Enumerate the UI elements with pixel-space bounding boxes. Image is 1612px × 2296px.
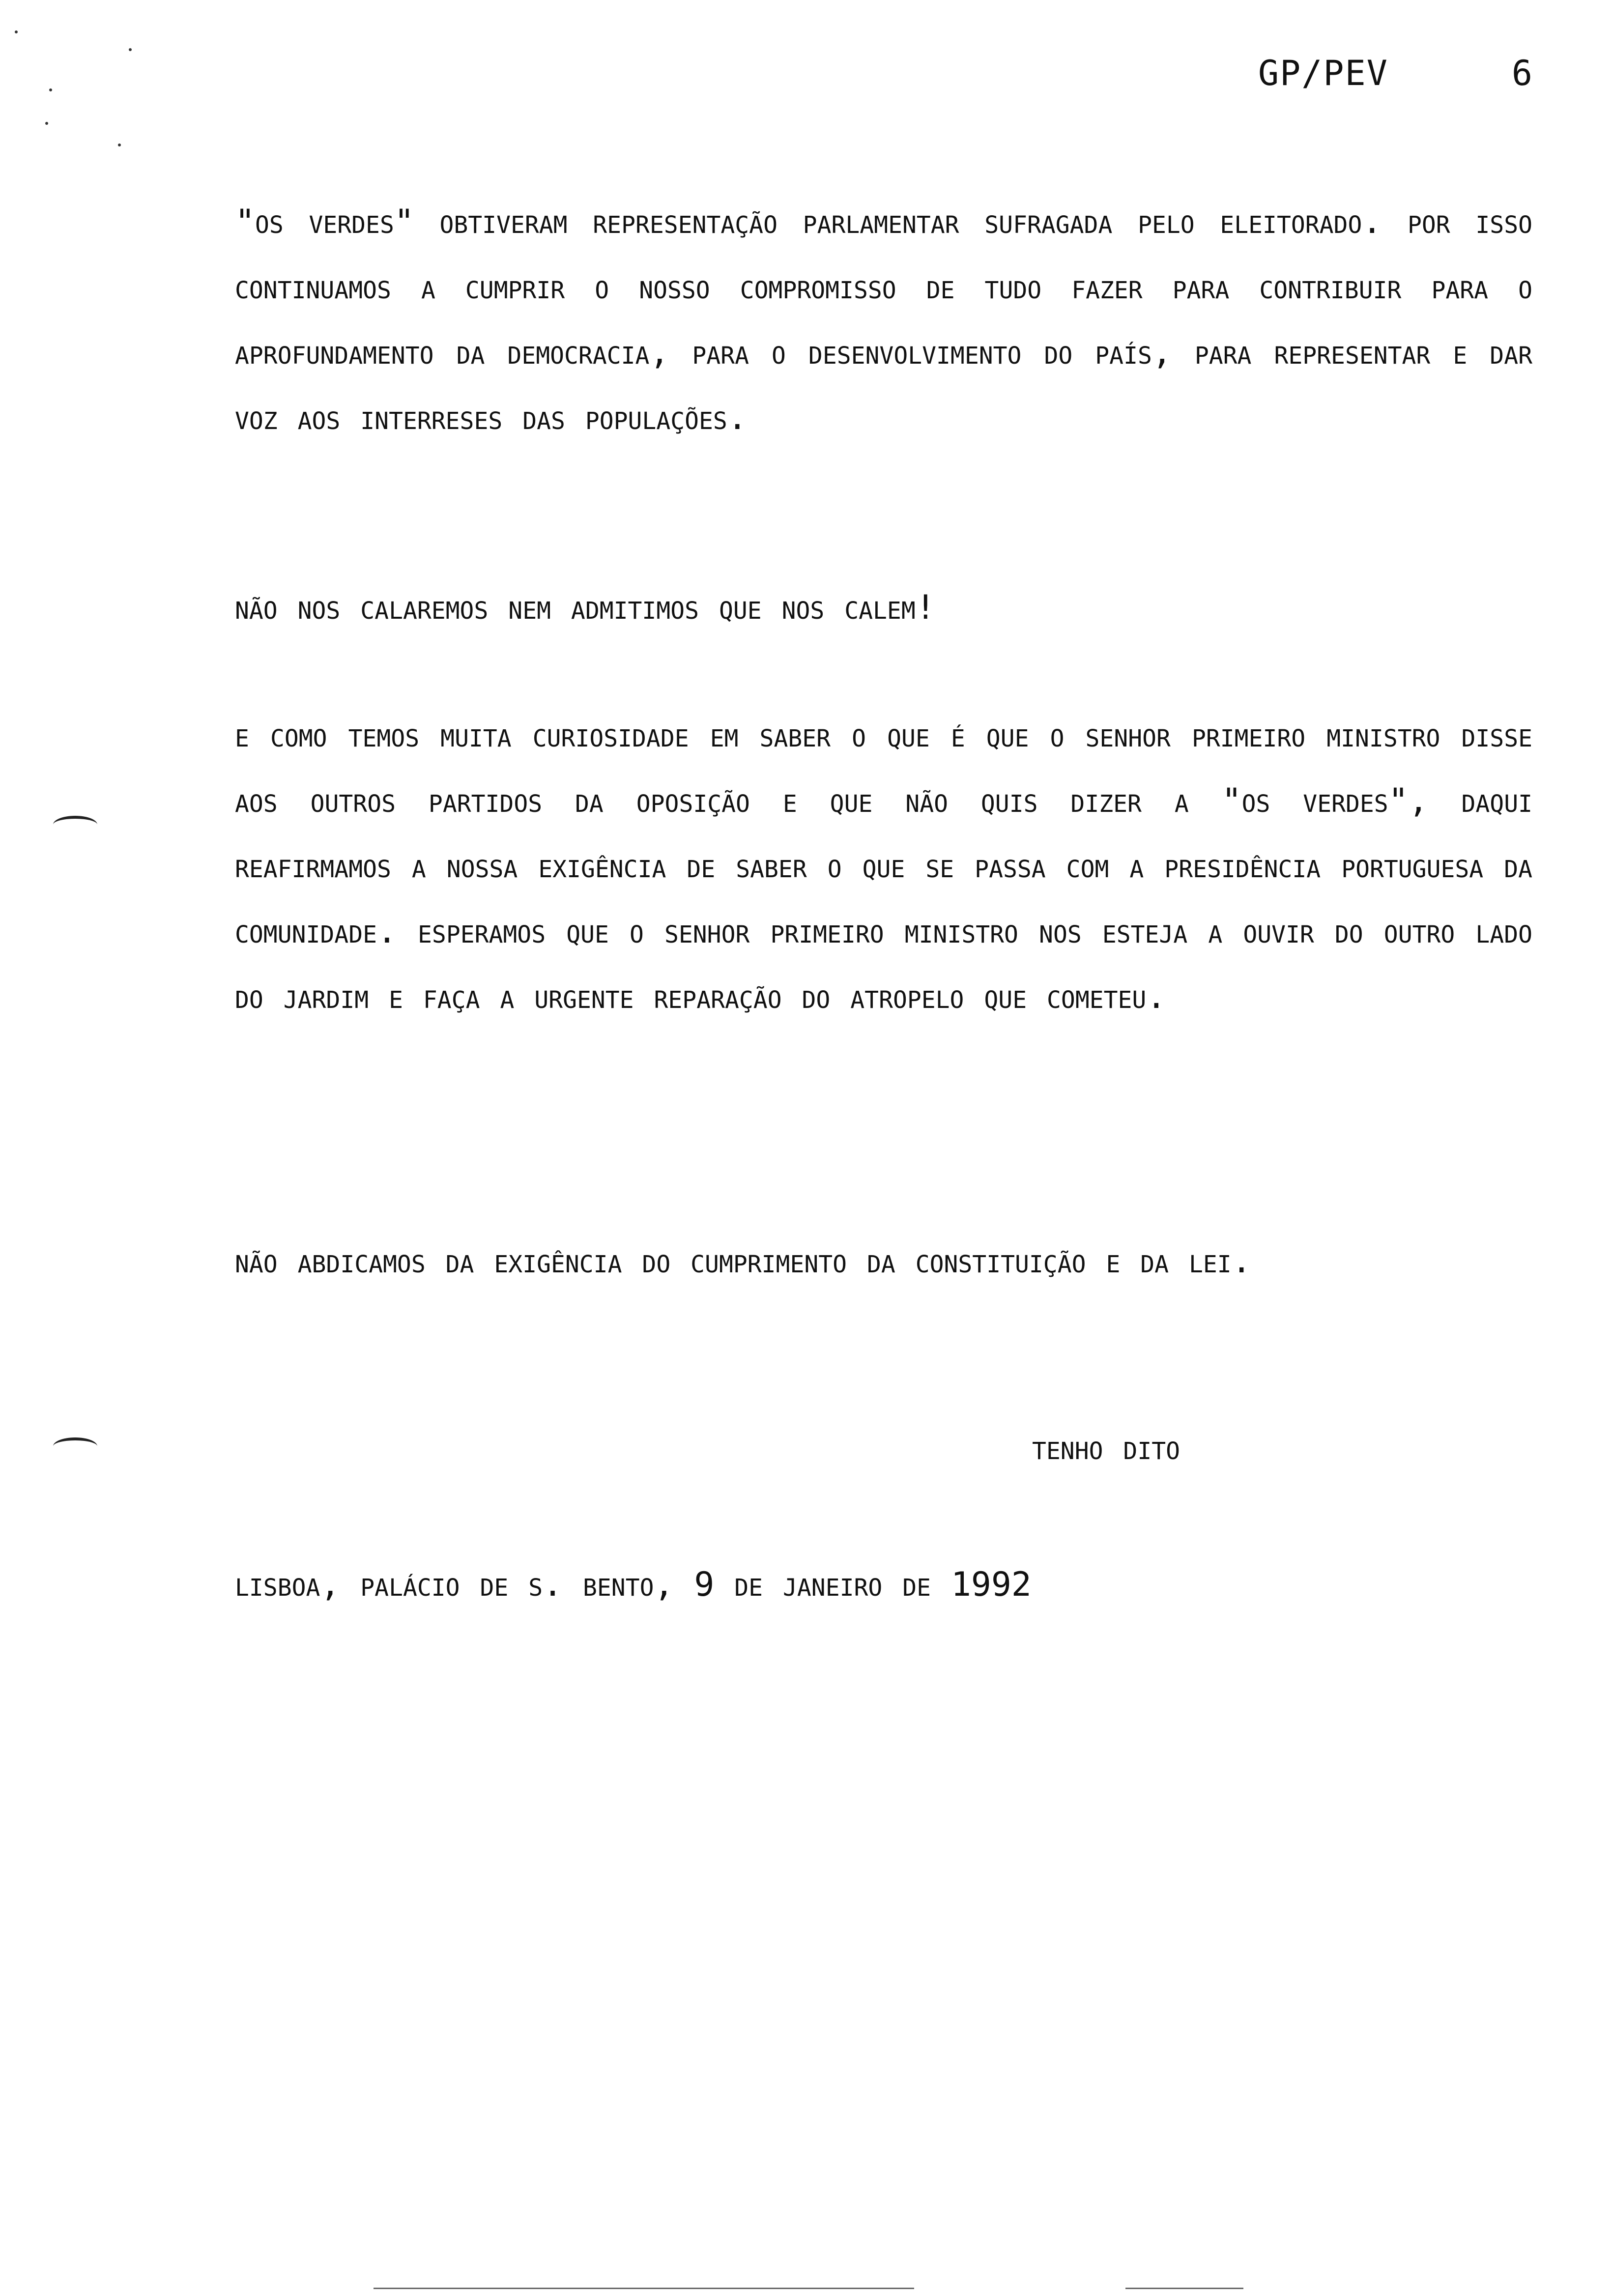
paragraph-silence: não nos calaremos nem admitimos que nos calem! (235, 588, 936, 627)
place-and-date: lisboa, palácio de s. bento, 9 de janeiro de 1992 (235, 1565, 1032, 1604)
scan-edge-line (1125, 2288, 1243, 2289)
paragraph-presidency: e como temos muita curiosidade em saber o que é que o senhor primeiro ministro disse aos outros partidos da oposição e que não quis dizer a "os verdes", daqui reafirmamos a nossa exigência de saber o que se passa com a presidência portuguesa da comunidade. esperamos que o senhor primeiro ministro nos esteja a ouvir do outro lado do jardim e faça a urgente reparação do atropelo que cometeu. (235, 716, 1532, 1016)
scan-speck (118, 144, 121, 146)
closing-remark: tenho dito (1032, 1429, 1180, 1467)
scan-speck (129, 48, 132, 51)
paragraph-representation: "os verdes" obtiveram representação parlamentar sufragada pelo eleitorado. por isso continuamos a cumprir o nosso compromisso de tudo fazer para contribuir para o aprofundamento da democracia, para o desenvolvimento do país, para representar e dar voz aos interreses das populações. (235, 202, 1532, 437)
document-body (235, 189, 1532, 451)
scan-speck (15, 30, 18, 33)
document-body (235, 575, 1532, 640)
paragraph-constitution: não abdicamos da exigência do cumprimento da constituição e da lei. (235, 1242, 1252, 1281)
document-body (235, 703, 1532, 1030)
hole-punch-mark (53, 1437, 97, 1455)
document-body (235, 1229, 1532, 1294)
hole-punch-mark (53, 816, 97, 833)
document-reference: GP/PEV (1258, 53, 1388, 93)
page-number: 6 (1511, 53, 1533, 93)
scan-speck (45, 122, 48, 125)
scan-speck (49, 88, 52, 91)
scan-edge-line (374, 2288, 914, 2289)
